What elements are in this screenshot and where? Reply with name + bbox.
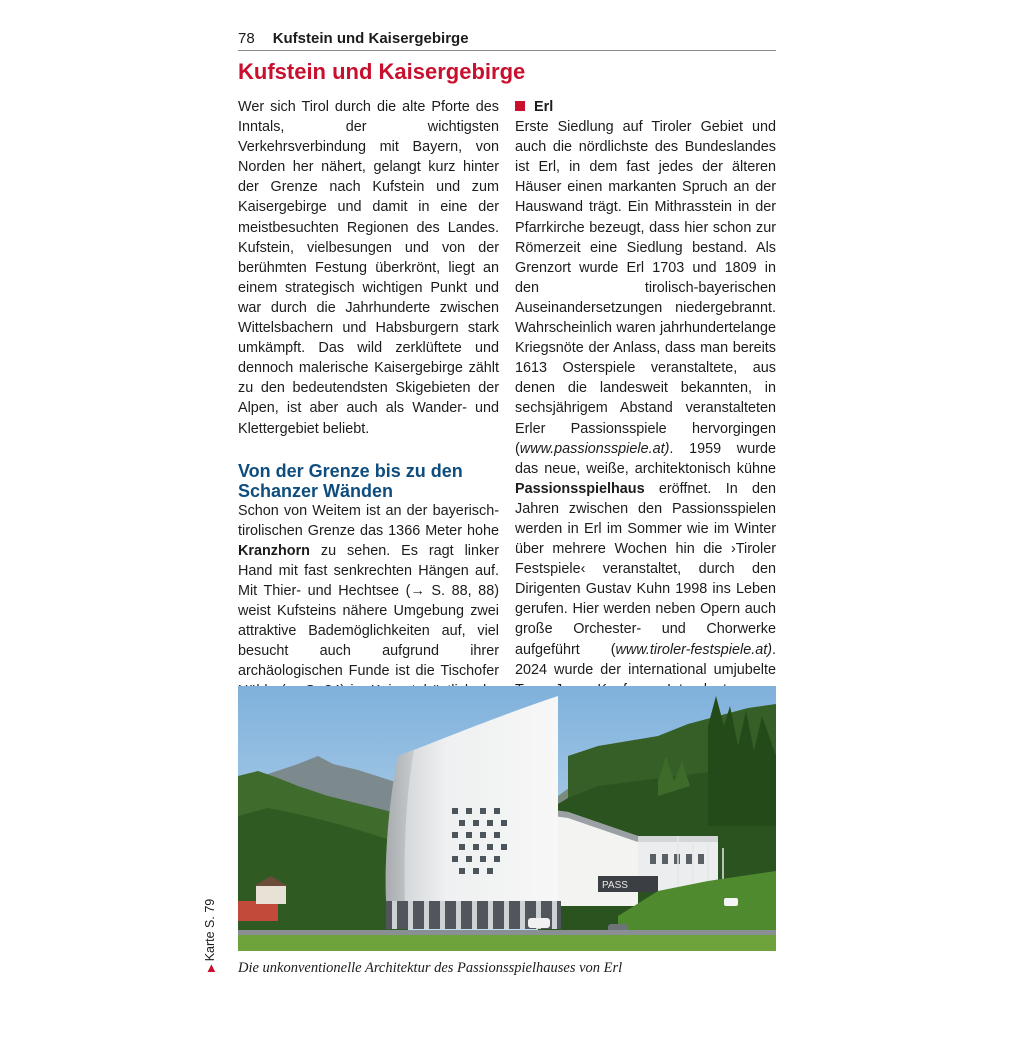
running-head-title: Kufstein und Kaisergebirge: [272, 30, 469, 47]
erl-text-3: eröffnet. In den Jahren zwischen den Passionsspielen werden in Erl im Sommer wie im Winter über mehrere Wochen hin die ›Tiroler Festspiele‹ veranstaltet, durch den Dirigenten Gustav Kuhn 1998 ins Leben gerufen. Hier werden neben Opern auch große Orchester- und Chorwerke aufgeführt (: [515, 480, 776, 658]
running-head: [238, 30, 776, 51]
triangle-marker-icon: ▶: [206, 964, 217, 972]
map-reference: [202, 898, 226, 1062]
left-column: [238, 97, 499, 722]
erl-text-2: . 1959 wurde das neue, weiße, architektonisch kühne: [515, 440, 776, 477]
intro-paragraph: Wer sich Tirol durch die alte Pforte des Inntals, der wichtigsten Verkehrsverbindung mit Bayern, von Norden her nähert, gelangt kurz hinter der Grenze nach Kufstein und zum Kaisergebirge und damit in eine der meistbesuchten Regionen des Landes. Kufstein, vielbesungen und von der berühmten Festung überkrönt, liegt an einem strategisch wichtigen Punkt und war durch die Jahrhunderte zwischen Wittelsbachern und Habsburgern stark umkämpft. Das wild zerklüftete und dennoch malerische Kaisergebirge zählt zu den bedeutendsten Skigebieten der Alpen, ist aber auch als Wander- und Klettergebiet beliebt.: [238, 99, 499, 437]
erl-paragraph: [515, 117, 776, 700]
erl-text-4: . 2024 wurde der international umjubelte: [515, 641, 776, 678]
section-heading: Von der Grenze bis zu den Schanzer Wänden: [238, 460, 463, 501]
section-text-1: Schon von Weitem ist an der bayerisch-tirolischen Grenze das 1366 Meter hohe: [238, 502, 499, 539]
kranzhorn-term: Kranzhorn: [238, 542, 310, 559]
erl-subheading-label: Erl: [534, 99, 554, 115]
photo-caption: Die unkonventionelle Architektur des Passionsspielhauses von Erl: [238, 960, 623, 976]
passionsspielhaus-term: Passionsspielhaus: [515, 480, 645, 497]
passionsspiele-link[interactable]: www.passionsspiele.at): [519, 440, 670, 457]
passionsspielhaus-photo: [238, 686, 776, 951]
right-column: [515, 97, 776, 700]
map-reference-label: Karte S. 79: [203, 898, 217, 962]
section-text-2: zu sehen. Es ragt linker Hand mit fast senkrechten Hängen auf. Mit Thier- und Hechtsee (→ S. 88, 88) weist Kufsteins nähere Umgebung zwei attraktive Bademöglichkeiten auf, viel besucht auch aufgrund ihrer archäologischen Funde ist die Tischofer: [238, 542, 499, 680]
erl-text-1: Erste Siedlung auf Tiroler Gebiet und auch die nördlichste des Bundeslandes ist Erl, in dem fast jedes der älteren Häuser einen markanten Spruch an der Hauswand trägt. Ein Mithrasstein in der Pfarrkirche bezeugt, dass hier schon zur Römerzeit eine Siedlung bestand. Als Grenzort wurde Erl 1703 und 1809 in den tirolisch-bayerischen Auseinandersetzungen niedergebrannt. Wahrscheinlich waren jahrhundertelange Kriegsnöte der Anlass, dass man bereits 1613 Osterspiele veranstaltete, aus denen die landesweit bekannten, in sechsjährigem Abstand veranstalteten Erler Passionsspiele hervorgingen (: [515, 119, 776, 457]
erl-subheading: [515, 97, 776, 117]
red-square-icon: [515, 101, 525, 111]
page-number: 78: [238, 30, 255, 47]
tiroler-festspiele-link[interactable]: www.tiroler-festspiele.at): [615, 641, 772, 658]
photo-sign-text: PASS: [602, 880, 628, 891]
chapter-title: Kufstein und Kaisergebirge: [238, 59, 526, 84]
